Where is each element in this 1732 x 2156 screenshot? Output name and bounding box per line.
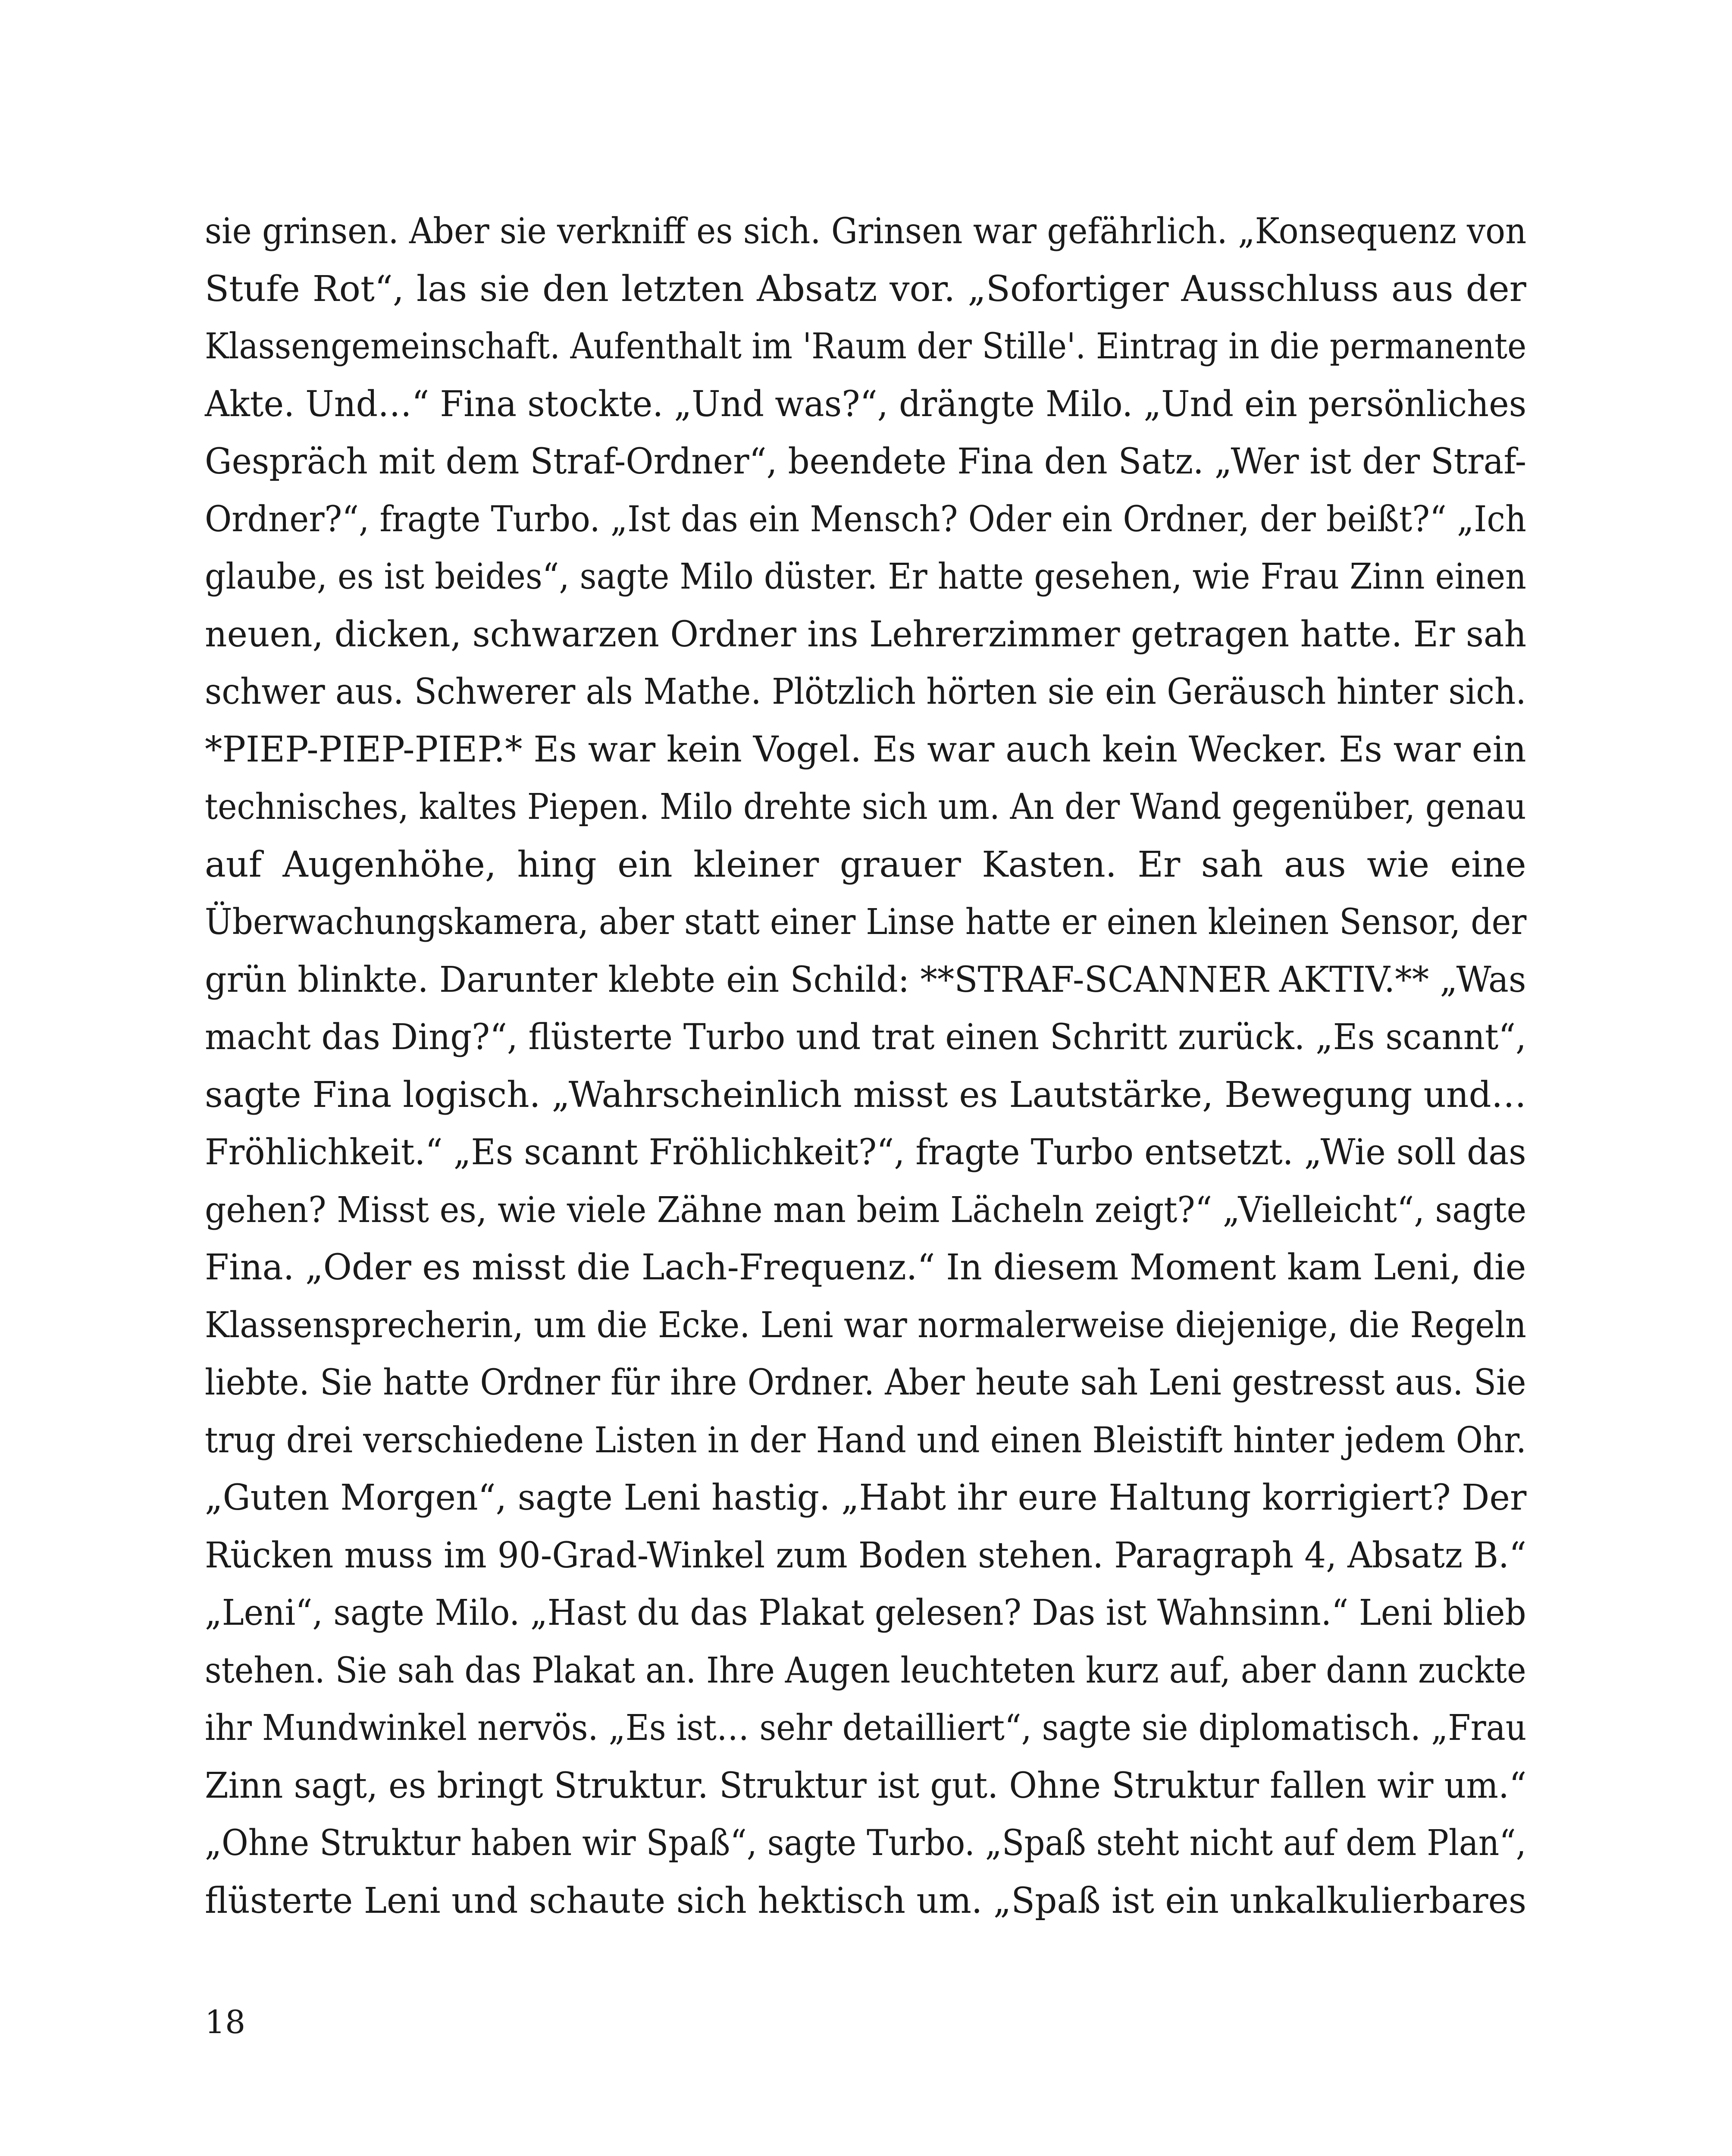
text-line: macht das Ding?“, flüsterte Turbo und trat einen Schritt zurück. „Es scannt“, [205,1017,1526,1058]
text-line: Akte. Und…“ Fina stockte. „Und was?“, drängte Milo. „Und ein persönliches [205,383,1527,425]
text-line: grün blinkte. Darunter klebte ein Schild: **STRAF-SCANNER AKTIV.** „Was [205,959,1526,1000]
text-line: *PIEP-PIEP-PIEP.* Es war kein Vogel. Es war auch kein Wecker. Es war ein [205,729,1526,770]
text-line: Rücken muss im 90-Grad-Winkel zum Boden stehen. Paragraph 4, Absatz B.“ [205,1535,1527,1576]
text-line: „Guten Morgen“, sagte Leni hastig. „Habt ihr eure Haltung korrigiert? Der [205,1477,1527,1518]
body-text [205,203,1526,1930]
text-line: Überwachungskamera, aber statt einer Linse hatte er einen kleinen Sensor, der [205,902,1527,943]
text-line: liebte. Sie hatte Ordner für ihre Ordner. Aber heute sah Leni gestresst aus. Sie [205,1362,1526,1403]
text-line: Fröhlichkeit.“ „Es scannt Fröhlichkeit?“, fragte Turbo entsetzt. „Wie soll das [205,1132,1526,1173]
text-line: neuen, dicken, schwarzen Ordner ins Lehrerzimmer getragen hatte. Er sah [205,614,1527,655]
text-line: trug drei verschiedene Listen in der Hand und einen Bleistift hinter jedem Ohr. [205,1420,1527,1461]
text-line: Gespräch mit dem Straf-Ordner“, beendete Fina den Satz. „Wer ist der Straf- [205,441,1527,482]
text-line: stehen. Sie sah das Plakat an. Ihre Augen leuchteten kurz auf, aber dann zuckte [205,1650,1526,1691]
text-line: technisches, kaltes Piepen. Milo drehte sich um. An der Wand gegenüber, genau [205,787,1526,827]
text-line: Fina. „Oder es misst die Lach-Frequenz.“ In diesem Moment kam Leni, die [205,1247,1526,1288]
text-line: ihr Mundwinkel nervös. „Es ist… sehr detailliert“, sagte sie diplomatisch. „Frau [205,1708,1527,1749]
text-line: Klassensprecherin, um die Ecke. Leni war normalerweise diejenige, die Regeln [205,1304,1526,1346]
text-line: „Leni“, sagte Milo. „Hast du das Plakat gelesen? Das ist Wahnsinn.“ Leni blieb [205,1592,1526,1633]
text-line: Stufe Rot“, las sie den letzten Absatz vor. „Sofortiger Ausschluss aus der [205,268,1526,310]
text-line: sagte Fina logisch. „Wahrscheinlich misst es Lautstärke, Bewegung und… [205,1074,1527,1116]
text-line: schwer aus. Schwerer als Mathe. Plötzlich hörten sie ein Geräusch hinter sich. [205,671,1526,712]
text-line: „Ohne Struktur haben wir Spaß“, sagte Turbo. „Spaß steht nicht auf dem Plan“, [205,1823,1526,1864]
text-line: flüsterte Leni und schaute sich hektisch um. „Spaß ist ein unkalkulierbares [205,1880,1527,1921]
text-line: Klassengemeinschaft. Aufenthalt im 'Raum der Stille'. Eintrag in die permanente [205,326,1527,367]
text-line: gehen? Misst es, wie viele Zähne man beim Lächeln zeigt?“ „Vielleicht“, sagte [205,1189,1527,1231]
text-line: sie grinsen. Aber sie verkniff es sich. Grinsen war gefährlich. „Konsequenz von [205,211,1527,252]
page-number: 18 [205,2004,246,2041]
text-line: Zinn sagt, es bringt Struktur. Struktur ist gut. Ohne Struktur fallen wir um.“ [205,1765,1527,1806]
text-line: auf Augenhöhe, hing ein kleiner grauer Kasten. Er sah aus wie eine [205,844,1526,885]
text-line: Ordner?“, fragte Turbo. „Ist das ein Mensch? Oder ein Ordner, der beißt?“ „Ich [205,498,1526,540]
text-line: glaube, es ist beides“, sagte Milo düster. Er hatte gesehen, wie Frau Zinn einen [205,556,1526,597]
